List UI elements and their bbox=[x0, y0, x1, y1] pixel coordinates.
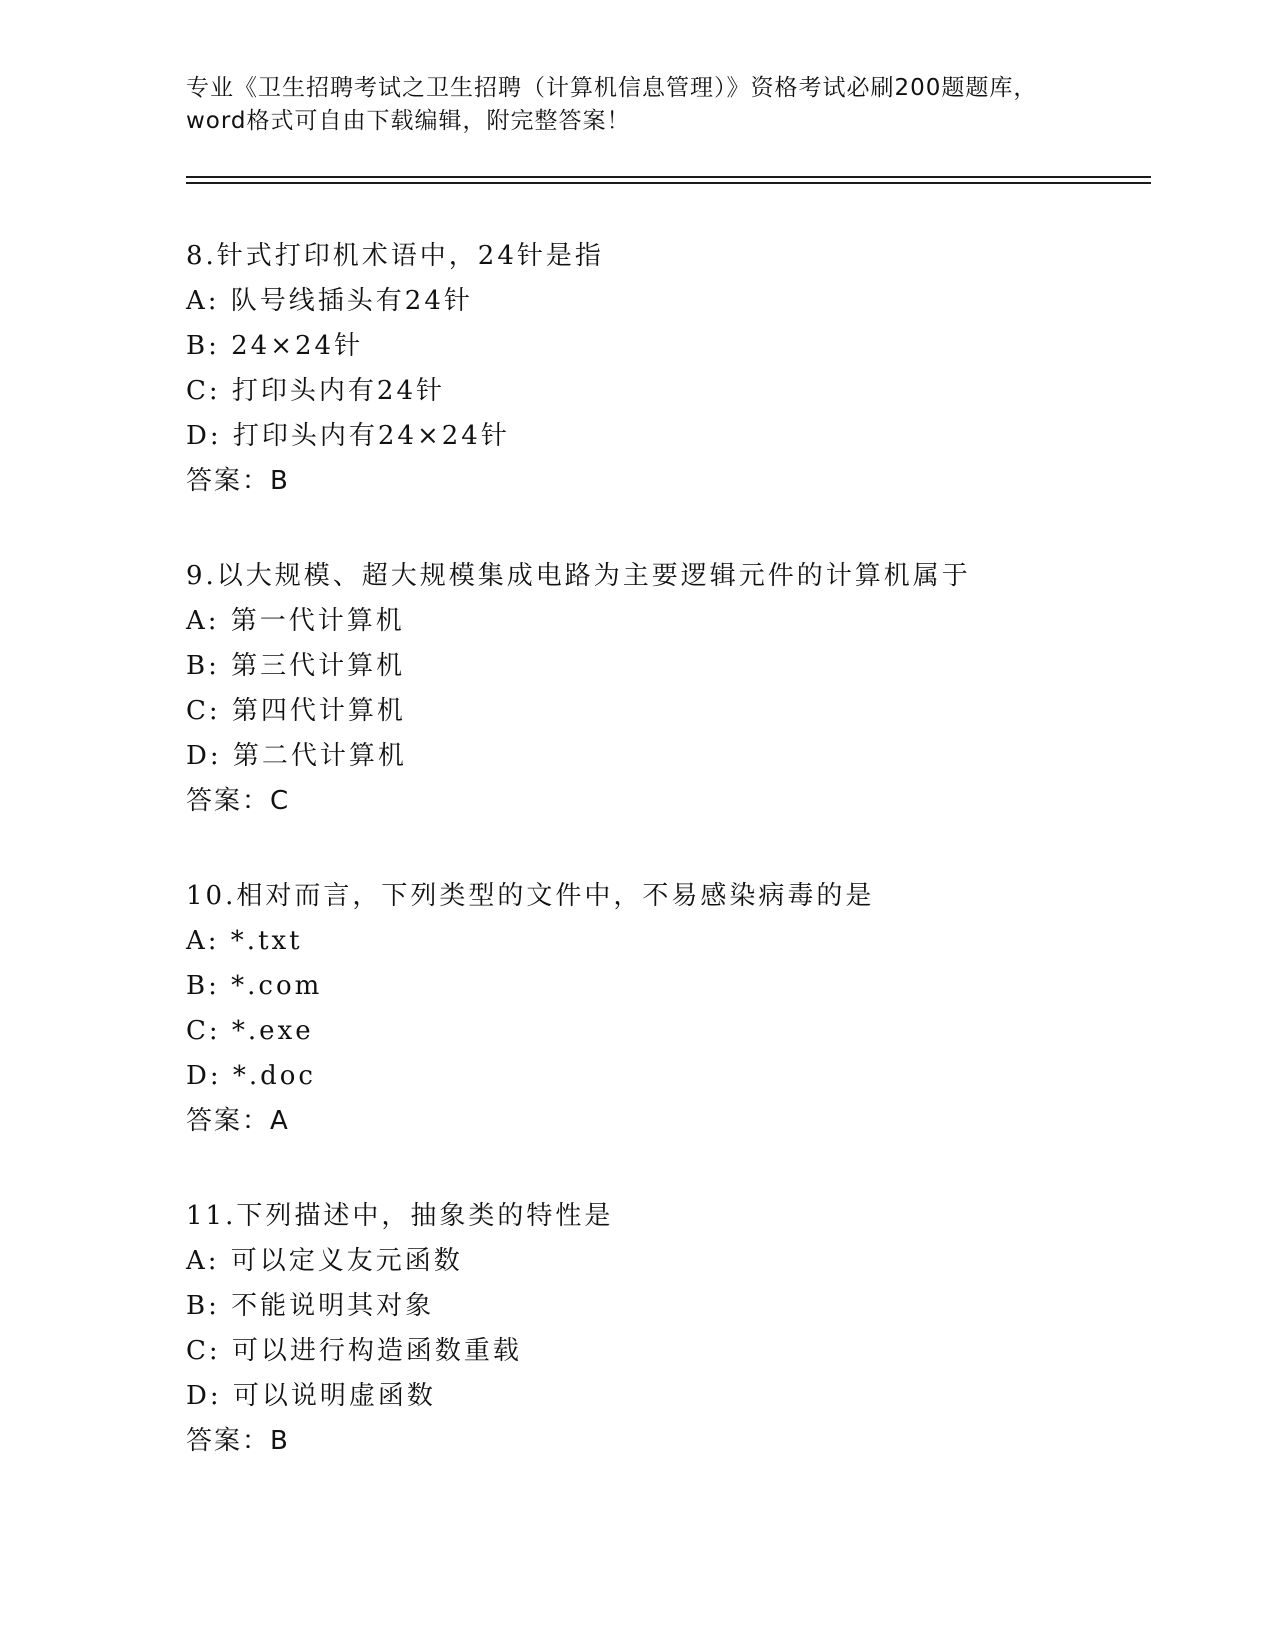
question-stem: 9.以大规模、超大规模集成电路为主要逻辑元件的计算机属于 bbox=[186, 561, 971, 591]
option-c: C: *.exe bbox=[186, 1016, 314, 1046]
option-c: C: 第四代计算机 bbox=[186, 696, 406, 726]
question-stem: 11.下列描述中，抽象类的特性是 bbox=[186, 1201, 614, 1231]
header-divider-top bbox=[186, 176, 1151, 178]
option-b: B: 第三代计算机 bbox=[186, 651, 406, 681]
option-a: A: 队号线插头有24针 bbox=[186, 286, 473, 316]
option-b: B: 不能说明其对象 bbox=[186, 1291, 435, 1321]
option-d: D: *.doc bbox=[186, 1061, 316, 1091]
option-b: B: 24×24针 bbox=[186, 331, 364, 361]
header-title-line-2: word格式可自由下载编辑，附完整答案！ bbox=[186, 108, 631, 134]
answer-line: 答案：B bbox=[186, 1426, 290, 1456]
option-d: D: 可以说明虚函数 bbox=[186, 1381, 436, 1411]
option-a: A: 第一代计算机 bbox=[186, 606, 405, 636]
document-header bbox=[186, 72, 1146, 138]
option-a: A: *.txt bbox=[186, 926, 303, 956]
question-list bbox=[186, 234, 1186, 1514]
option-d: D: 第二代计算机 bbox=[186, 741, 407, 771]
header-title-line-1: 专业《卫生招聘考试之卫生招聘（计算机信息管理）》资格考试必刷200题题库， bbox=[186, 75, 1038, 101]
question-stem: 10.相对而言，下列类型的文件中，不易感染病毒的是 bbox=[186, 881, 875, 911]
option-c: C: 可以进行构造函数重载 bbox=[186, 1336, 522, 1366]
question-stem: 8.针式打印机术语中，24针是指 bbox=[186, 241, 604, 271]
option-a: A: 可以定义友元函数 bbox=[186, 1246, 463, 1276]
option-c: C: 打印头内有24针 bbox=[186, 376, 446, 406]
question-9 bbox=[186, 554, 1186, 874]
question-10 bbox=[186, 874, 1186, 1194]
question-11 bbox=[186, 1194, 1186, 1514]
question-8 bbox=[186, 234, 1186, 554]
option-d: D: 打印头内有24×24针 bbox=[186, 421, 510, 451]
header-divider-bottom bbox=[186, 182, 1151, 184]
answer-line: 答案：C bbox=[186, 786, 291, 816]
answer-line: 答案：B bbox=[186, 466, 290, 496]
answer-line: 答案：A bbox=[186, 1106, 290, 1136]
option-b: B: *.com bbox=[186, 971, 323, 1001]
